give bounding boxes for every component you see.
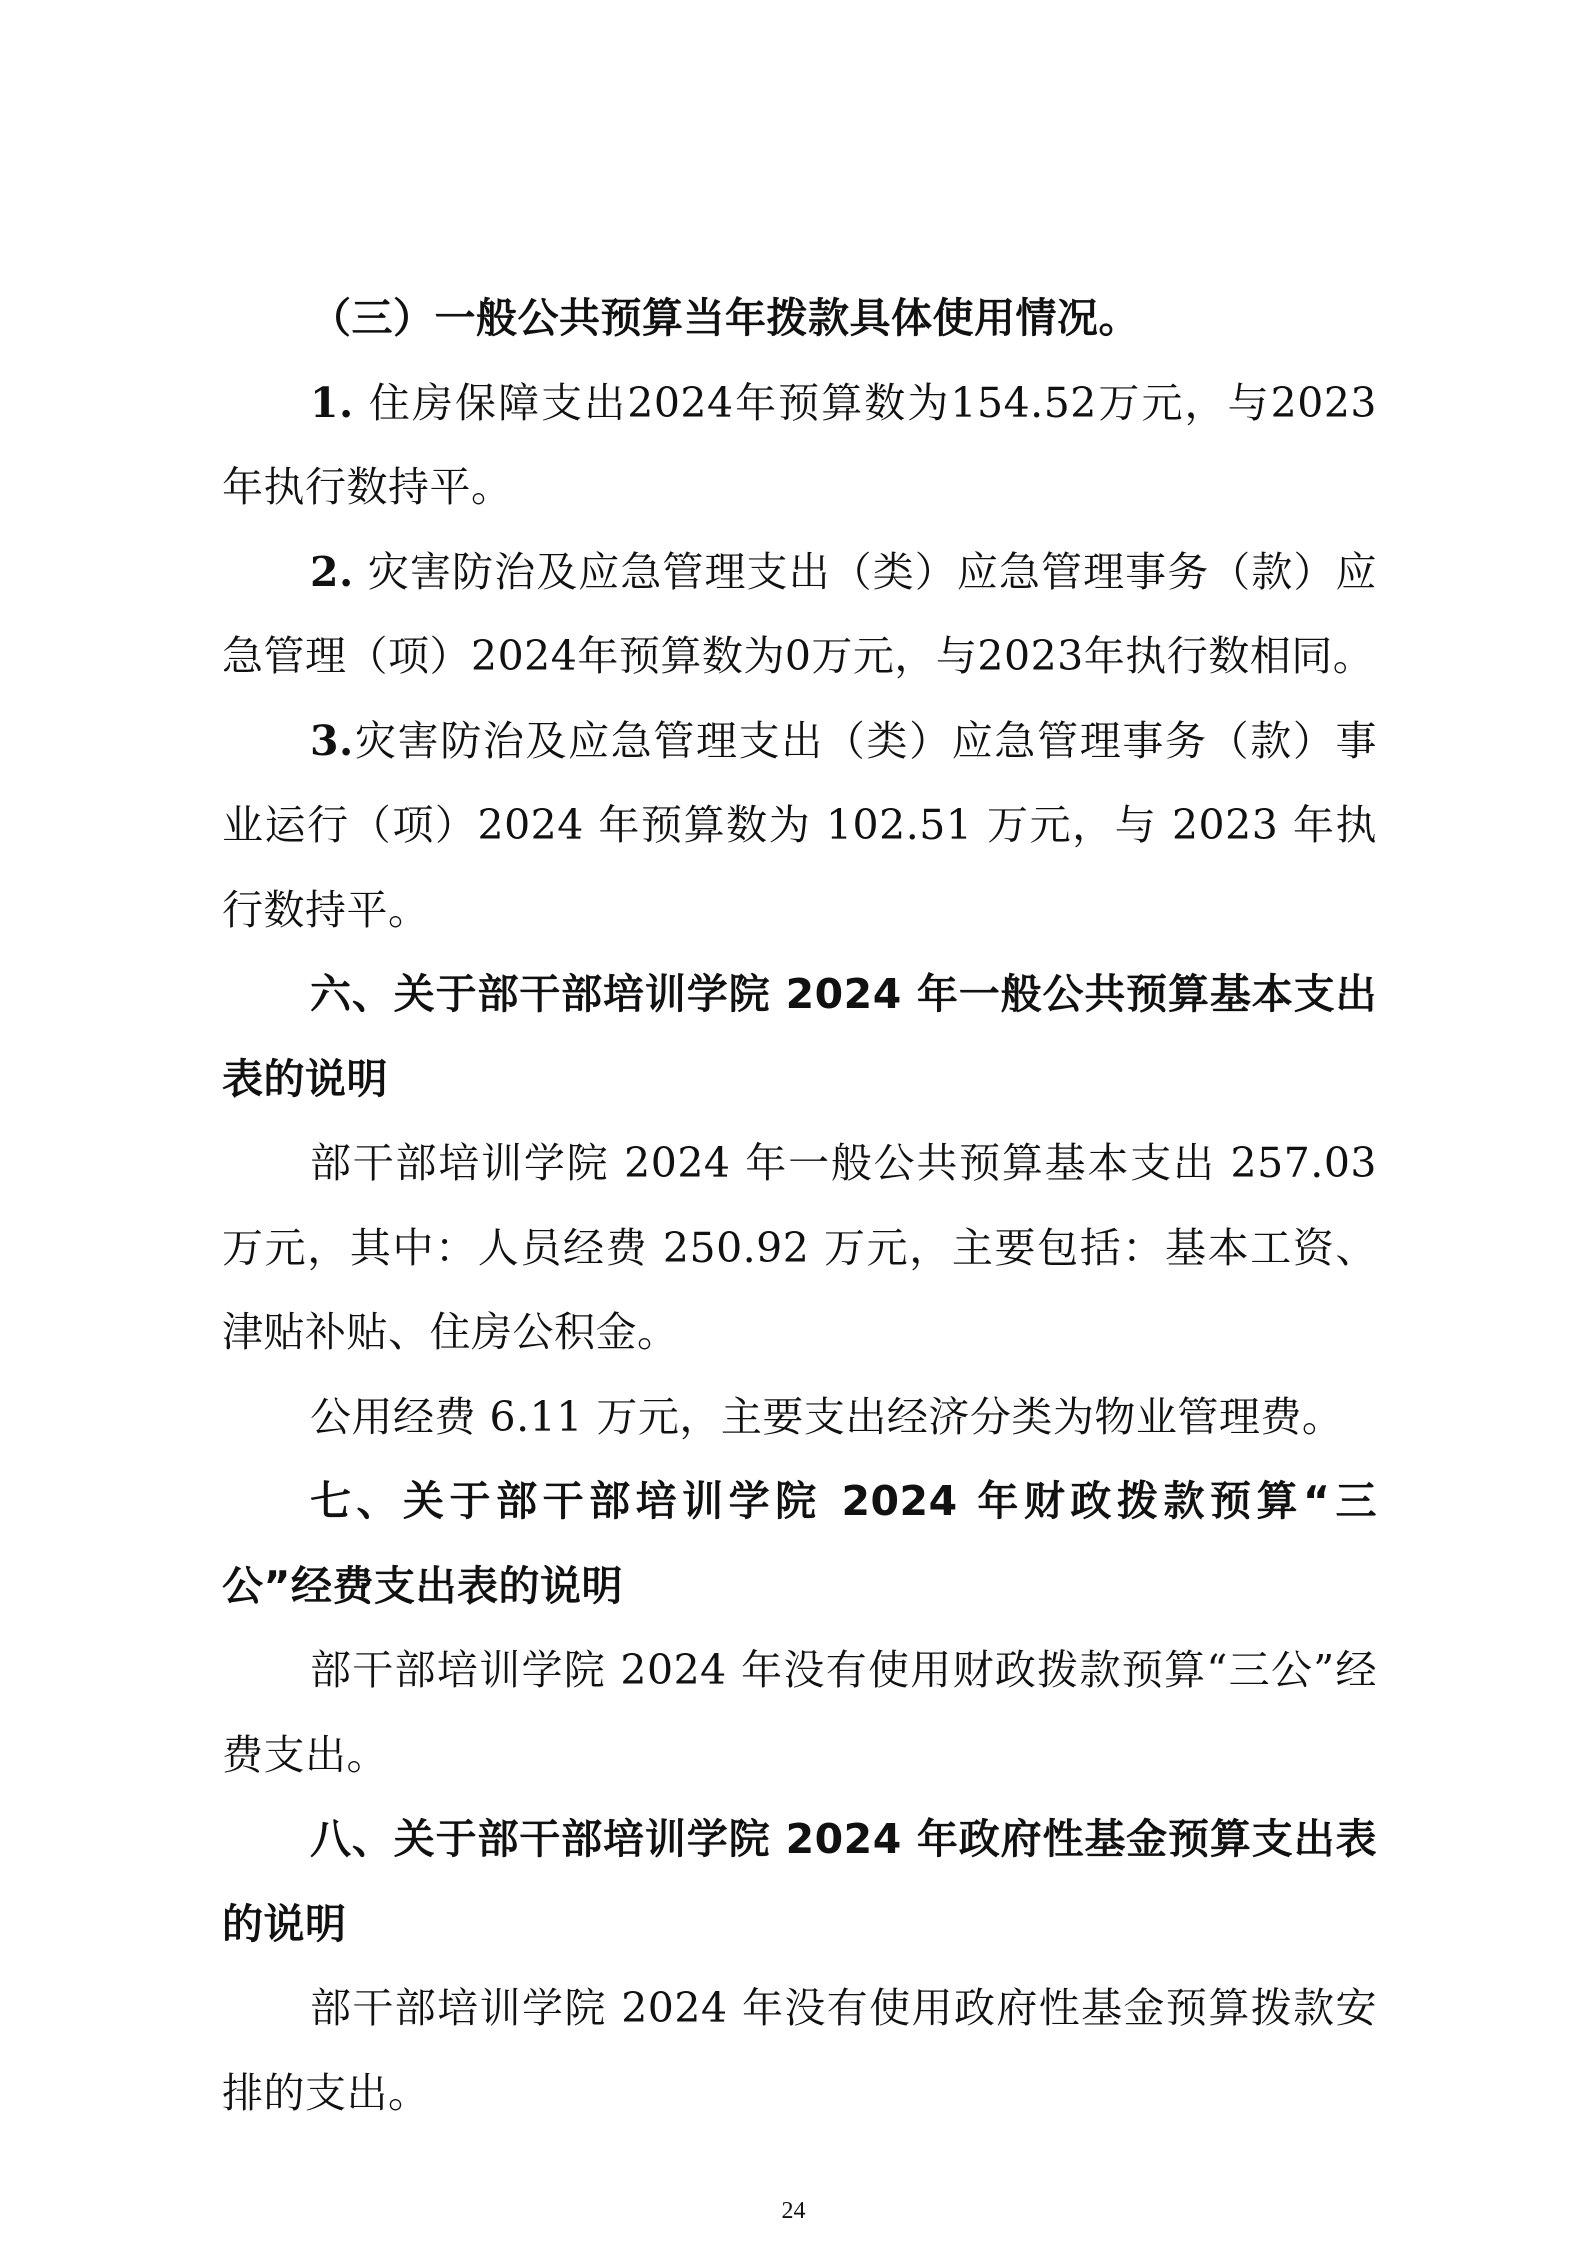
section-6-paragraph-2: 公用经费 6.11 万元，主要支出经济分类为物业管理费。 [310, 1392, 1344, 1441]
list-item-number: 1. [310, 378, 354, 427]
list-item-2 [222, 530, 1377, 699]
list-item-text: 灾害防治及应急管理支出（类）应急管理事务（款）应急管理（项）2024年预算数为0万元，与2023年执行数相同。 [222, 547, 1377, 680]
section-8-paragraph: 部干部培训学院 2024 年没有使用政府性基金预算拨款安排的支出。 [222, 1984, 1377, 2117]
list-item-1 [222, 361, 1377, 530]
list-item-3 [222, 699, 1377, 953]
page-body [222, 276, 1377, 2135]
section-7-paragraph: 部干部培训学院 2024 年没有使用财政拨款预算“三公”经费支出。 [222, 1646, 1377, 1779]
section-6-heading: 六、关于部干部培训学院 2024 年一般公共预算基本支出表的说明 [222, 970, 1377, 1103]
list-item-text: 住房保障支出2024年预算数为154.52万元，与2023年执行数持平。 [222, 378, 1377, 511]
list-item-number: 3. [310, 716, 354, 765]
page-number: 24 [781, 2198, 806, 2224]
section-6-paragraph-1: 部干部培训学院 2024 年一般公共预算基本支出 257.03 万元，其中：人员经费 250.92 万元，主要包括：基本工资、津贴补贴、住房公积金。 [222, 1139, 1377, 1356]
section-3-title: （三）一般公共预算当年拨款具体使用情况。 [310, 294, 1140, 342]
section-7-heading: 七、关于部干部培训学院 2024 年财政拨款预算“三公”经费支出表的说明 [222, 1477, 1377, 1610]
list-item-number: 2. [310, 547, 354, 596]
list-item-text: 灾害防治及应急管理支出（类）应急管理事务（款）事业运行（项）2024 年预算数为 102.51 万元，与 2023 年执行数持平。 [222, 716, 1377, 934]
section-8-heading: 八、关于部干部培训学院 2024 年政府性基金预算支出表的说明 [222, 1815, 1377, 1948]
